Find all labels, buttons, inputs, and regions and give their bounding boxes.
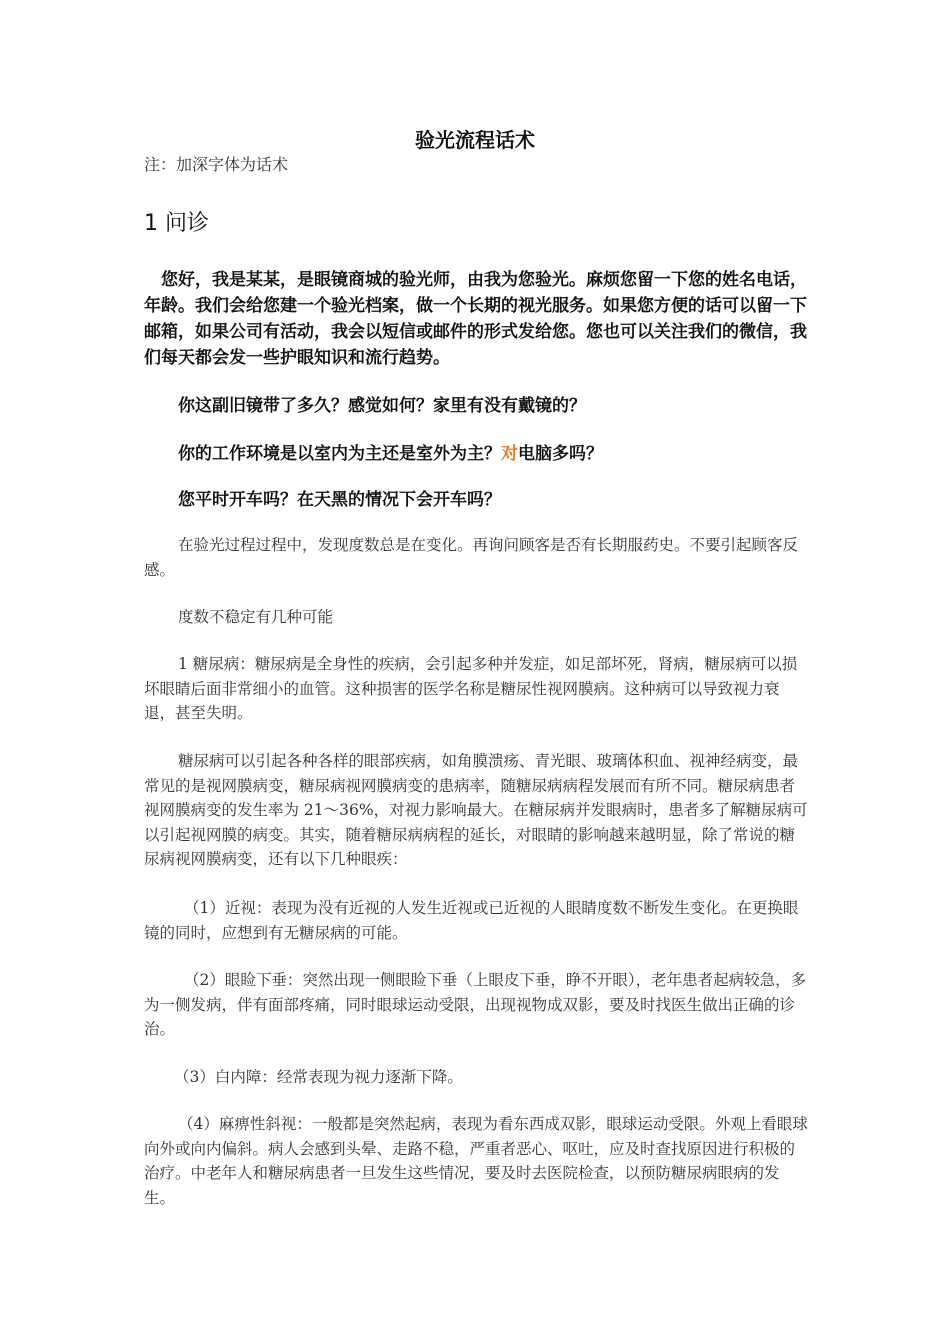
document-title: 验光流程话术	[415, 128, 535, 152]
question-work-environment-part2: 电脑多吗？	[518, 444, 603, 464]
paragraph-paralytic-strabismus: （4）麻痹性斜视：一般都是突然起病，表现为看东西成双影，眼球运动受限。外观上看眼球向外或向内偏斜。病人会感到头晕、走路不稳，严重者恶心、呕吐，应及时查找原因进行积极的治疗。中老年人和糖尿病患者一旦发生这些情况，要及时去医院检查，以预防糖尿病眼病的发生。	[144, 1115, 808, 1207]
question-old-glasses: 你这副旧镜带了多久？感觉如何？家里有没有戴镜的？	[178, 396, 586, 416]
paragraph-diabetes-eye-diseases: 糖尿病可以引起各种各样的眼部疾病，如角膜溃疡、青光眼、玻璃体积血、视神经病变，最常见的是视网膜病变，糖尿病视网膜病变的患病率，随糖尿病病程发展而有所不同。糖尿病患者视网膜病变的发生率为 21～36%，对视力影响最大。在糖尿病并发眼病时，患者多了解糖尿病可以引起视网膜的病变。其实，随着糖尿病病程的延长，对眼睛的影响越来越明显，除了常说的糖尿病视网膜病变，还有以下几种眼疾：	[144, 752, 808, 868]
paragraph-unstable-causes: 度数不稳定有几种可能	[178, 608, 334, 626]
greeting-script: 您好，我是某某，是眼镜商城的验光师，由我为您验光。麻烦您留一下您的姓名电话，年龄。我们会给您建一个验光档案，做一个长期的视光服务。如果您方便的话可以留一下邮箱，如果公司有活动，我会以短信或邮件的形式发给您。您也可以关注我们的微信，我们每天都会发一些护眼知识和流行趋势。	[144, 270, 807, 368]
question-work-environment-part1: 你的工作环境是以室内为主还是室外为主？	[178, 444, 501, 464]
question-work-environment	[178, 439, 808, 464]
paragraph-cataract: （3）白内障：经常表现为视力逐渐下降。	[174, 1068, 463, 1086]
note-line: 注：加深字体为话术	[144, 155, 289, 174]
highlight-char: 对	[501, 444, 518, 464]
paragraph-diabetes: 1 糖尿病：糖尿病是全身性的疾病，会引起多种并发症，如足部坏死，肾病，糖尿病可以损坏眼睛后面非常细小的血管。这种损害的医学名称是糖尿性视网膜病。这种病可以导致视力衰退，甚至失明。	[144, 655, 798, 722]
paragraph-myopia: （1）近视：表现为没有近视的人发生近视或已近视的人眼睛度数不断发生变化。在更换眼镜的同时，应想到有无糖尿病的可能。	[144, 899, 799, 942]
section-heading-inquiry: 1 问诊	[144, 211, 209, 236]
paragraph-ptosis: （2）眼睑下垂：突然出现一侧眼睑下垂（上眼皮下垂，睁不开眼），老年患者起病较急，多为一侧发病，伴有面部疼痛，同时眼球运动受限，出现视物成双影，要及时找医生做出正确的诊治。	[144, 971, 807, 1038]
paragraph-prescription-change: 在验光过程过程中，发现度数总是在变化。再询问顾客是否有长期服药史。不要引起顾客反感。	[144, 536, 799, 579]
question-driving: 您平时开车吗？在天黑的情况下会开车吗？	[178, 490, 501, 510]
